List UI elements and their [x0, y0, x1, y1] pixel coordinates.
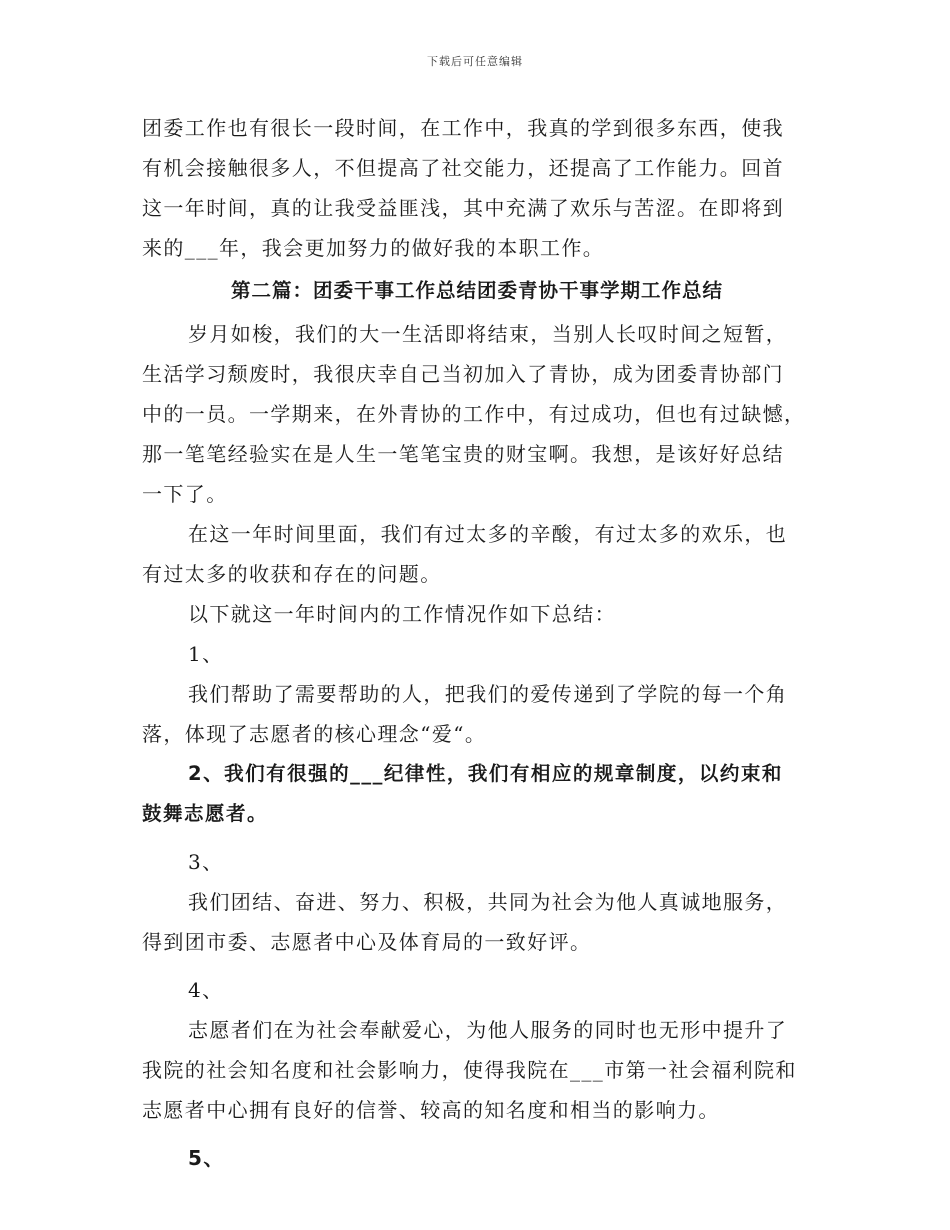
- paragraph-line: 志愿者们在为社会奉献爱心，为他人服务的同时也无形中提升了: [188, 1018, 788, 1042]
- paragraph-line: 中的一员。一学期来，在外青协的工作中，有过成功，但也有过缺憾，: [142, 402, 806, 426]
- paragraph-line: 落，体现了志愿者的核心理念“爱“。: [142, 722, 487, 746]
- paragraph-line: 以下就这一年时间内的工作情况作如下总结：: [188, 602, 616, 626]
- list-number: 1、: [188, 642, 224, 666]
- list-number: 5、: [188, 1146, 225, 1170]
- paragraph-line: 我们帮助了需要帮助的人，把我们的爱传递到了学院的每一个角: [188, 682, 788, 706]
- paragraph-line: 团委工作也有很长一段时间，在工作中，我真的学到很多东西，使我: [142, 116, 784, 140]
- paragraph-line: 这一年时间，真的让我受益匪浅，其中充满了欢乐与苦涩。在即将到: [142, 196, 784, 220]
- paragraph-line: 一下了。: [142, 482, 228, 506]
- paragraph-line: 在这一年时间里面，我们有过太多的辛酸，有过太多的欢乐，也: [188, 522, 788, 546]
- bold-paragraph-line: 鼓舞志愿者。: [142, 802, 269, 825]
- bold-paragraph-line: 2、我们有很强的___纪律性，我们有相应的规章制度，以约束和: [188, 762, 783, 785]
- paragraph-line: 岁月如梭，我们的大一生活即将结束，当别人长叹时间之短暂，: [188, 322, 788, 346]
- list-number: 4、: [188, 978, 224, 1002]
- paragraph-line: 我们团结、奋进、努力、积极，共同为社会为他人真诚地服务，: [188, 890, 788, 914]
- paragraph-line: 我院的社会知名度和社会影响力，使得我院在___市第一社会福利院和: [142, 1058, 797, 1082]
- paragraph-line: 生活学习颓废时，我很庆幸自己当初加入了青协，成为团委青协部门: [142, 362, 784, 386]
- paragraph-line: 有机会接触很多人，不但提高了社交能力，还提高了工作能力。回首: [142, 156, 784, 180]
- paragraph-line: 得到团市委、志愿者中心及体育局的一致好评。: [142, 930, 592, 954]
- paragraph-line: 有过太多的收获和存在的问题。: [142, 562, 442, 586]
- document-body: [142, 108, 812, 1178]
- paragraph-line: 志愿者中心拥有良好的信誉、较高的知名度和相当的影响力。: [142, 1098, 720, 1122]
- paragraph-line: 那一笔笔经验实在是人生一笔笔宝贵的财宝啊。我想，是该好好总结: [142, 442, 784, 466]
- list-number: 3、: [188, 850, 224, 874]
- paragraph-line: 来的___年，我会更加努力的做好我的本职工作。: [142, 236, 605, 260]
- section-heading: 第二篇：团委干事工作总结团委青协干事学期工作总结: [230, 279, 723, 302]
- page-header-note: 下载后可任意编辑: [427, 55, 523, 68]
